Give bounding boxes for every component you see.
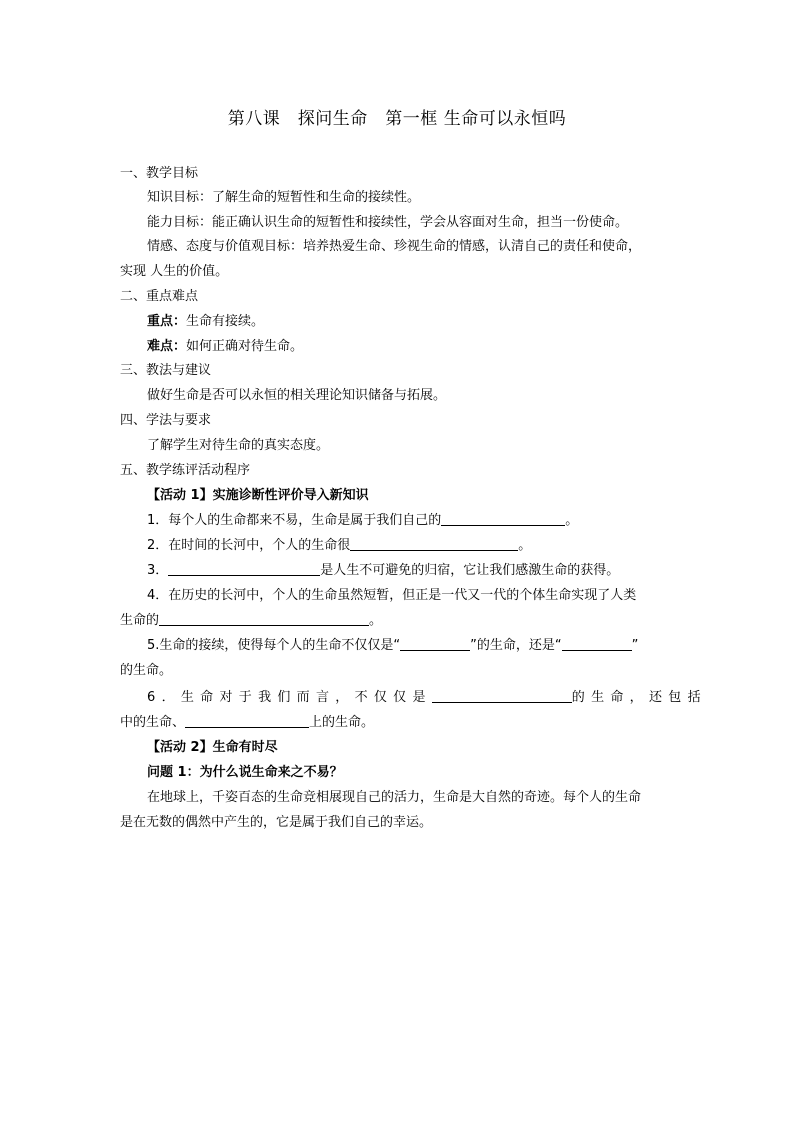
paragraph: 知识目标：了解生命的短暂性和生命的接续性。 (147, 190, 421, 205)
question-item: 4．在历史的长河中，个人的生命虽然短暂，但正是一代又一代的个体生命实现了人类 (147, 588, 637, 603)
question-item: 3． 是人生不可避免的归宿，它让我们感激生命的获得。 (147, 563, 620, 578)
answer-blank[interactable] (168, 562, 320, 576)
answer-blank[interactable] (562, 637, 632, 651)
paragraph-continuation: 实现 人生的价值。 (120, 264, 229, 279)
paragraph: 难点：如何正确对待生命。 (147, 339, 304, 354)
answer-blank[interactable] (441, 512, 565, 526)
question-item: 2．在时间的长河中，个人的生命很 。 (147, 538, 532, 553)
paragraph: 能力目标：能正确认识生命的短暂性和接续性，学会从容面对生命，担当一份使命。 (147, 215, 629, 230)
answer-blank[interactable] (400, 637, 470, 651)
paragraph: 在地球上，千姿百态的生命竞相展现自己的活力，生命是大自然的奇迹。每个人的生命 (147, 790, 642, 805)
section-heading: 五、教学练评活动程序 (120, 463, 251, 478)
section-heading: 一、教学目标 (120, 166, 199, 181)
label-bold: 难点： (147, 339, 187, 354)
label-bold: 重点： (147, 314, 187, 329)
activity-heading: 【活动 2】生命有时尽 (147, 740, 278, 755)
question-item: 5.生命的接续，使得每个人的生命不仅仅是“ ”的生命，还是“ ” (147, 638, 639, 653)
section-heading: 三、教法与建议 (120, 363, 212, 378)
paragraph: 了解学生对待生命的真实态度。 (147, 438, 330, 453)
section-heading: 二、重点难点 (120, 289, 199, 304)
answer-blank[interactable] (159, 612, 369, 626)
question-continuation: 的生命。 (120, 663, 173, 678)
question-heading: 问题 1：为什么说生命来之不易？ (147, 765, 343, 780)
paragraph: 做好生命是否可以永恒的相关理论知识储备与拓展。 (147, 388, 447, 403)
answer-blank[interactable] (432, 689, 572, 703)
paragraph: 情感、态度与价值观目标：培养热爱生命、珍视生命的情感，认清自己的责任和使命， (147, 239, 642, 254)
answer-blank[interactable] (350, 537, 518, 551)
section-heading: 四、学法与要求 (120, 413, 212, 428)
question-item: 1．每个人的生命都来不易，生命是属于我们自己的 。 (147, 513, 579, 528)
question-continuation: 生命的 。 (120, 613, 383, 628)
activity-heading: 【活动 1】实施诊断性评价导入新知识 (147, 488, 369, 503)
question-continuation: 中的生命、 上的生命。 (120, 715, 375, 730)
answer-blank[interactable] (185, 714, 309, 728)
paragraph-continuation: 是在无数的偶然中产生的，它是属于我们自己的幸运。 (120, 815, 433, 830)
question-item: 6．生命对于我们而言，不仅仅是 的生命，还包括 (147, 690, 707, 705)
paragraph: 重点：生命有接续。 (147, 314, 265, 329)
page-title: 第八课 探问生命 第一框 生命可以永恒吗 (227, 109, 567, 129)
